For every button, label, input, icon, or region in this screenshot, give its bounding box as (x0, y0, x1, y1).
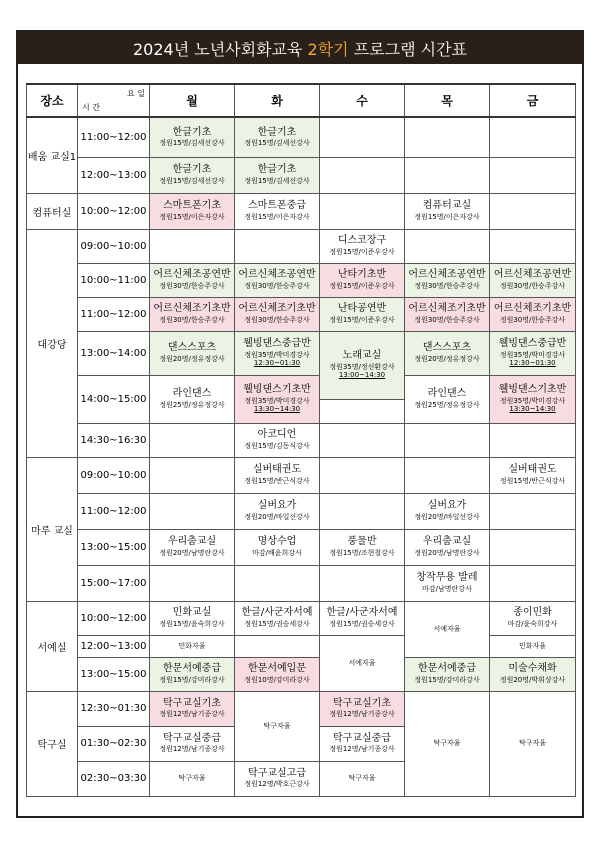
table-row (27, 565, 576, 601)
class-capacity-teacher: 정원35명/박미경강사 (499, 396, 566, 405)
table-row (27, 297, 576, 331)
time-cell: 11:00~12:00 (78, 493, 150, 529)
class-capacity-teacher: 정원30명/한승주강사 (499, 281, 566, 290)
class-name: 어르신체조기초반 (493, 303, 572, 315)
class-name: 라인댄스 (427, 388, 467, 400)
class-capacity-teacher: 정원20명/바일선강사 (244, 512, 310, 521)
class-cell (235, 297, 320, 331)
class-name: 우리춤교실 (167, 536, 217, 548)
class-capacity-teacher: 정원20명/남명란강사 (414, 548, 480, 557)
class-cell (405, 529, 490, 565)
class-name: 어르신체조공연반 (238, 269, 316, 281)
class-capacity-teacher: 정원25명/정유정강사 (414, 400, 480, 409)
empty-cell (320, 193, 405, 229)
class-time-note: 12:30~01:30 (253, 359, 301, 368)
class-capacity-teacher: 정원15명/김동식강사 (244, 441, 310, 450)
class-cell (490, 375, 576, 423)
class-cell (150, 117, 235, 157)
empty-cell (490, 117, 576, 157)
class-name: 한문서예입문 (248, 663, 306, 675)
place-cell: 컴퓨터실 (27, 193, 78, 229)
table-row (27, 157, 576, 193)
time-cell: 14:00~15:00 (78, 375, 150, 423)
class-cell (235, 193, 320, 229)
class-capacity-teacher: 정원15명/반근식강사 (244, 476, 310, 485)
class-cell (405, 691, 490, 796)
header-day-thu: 목 (405, 84, 490, 117)
class-time-note: 13:30~14:30 (253, 405, 301, 414)
timetable (26, 83, 576, 797)
table-row (27, 331, 576, 375)
header-day-wed: 수 (320, 84, 405, 117)
class-capacity-teacher: 정원30명/한승주강사 (414, 315, 480, 324)
class-time-note: 13:00~14:30 (338, 371, 386, 380)
empty-cell (405, 157, 490, 193)
class-cell (235, 423, 320, 457)
class-cell (150, 726, 235, 761)
class-capacity-teacher: 정원30명/한승주강사 (414, 281, 480, 290)
empty-cell (320, 457, 405, 493)
header-row (27, 84, 576, 117)
empty-cell (235, 635, 320, 657)
time-cell: 12:00~13:00 (78, 635, 150, 657)
time-cell: 12:00~13:00 (78, 157, 150, 193)
class-capacity-teacher: 마감/배윤희강사 (252, 548, 302, 557)
time-cell: 09:00~10:00 (78, 457, 150, 493)
header-day-mon: 월 (150, 84, 235, 117)
class-name: 댄스스포츠 (422, 342, 472, 354)
class-name: 실버요가 (257, 500, 297, 512)
class-name: 서예자율 (348, 658, 376, 667)
class-name: 민화자율 (178, 641, 206, 650)
class-capacity-teacher: 정원15명/김세선강사 (244, 139, 310, 148)
time-cell: 14:30~16:30 (78, 423, 150, 457)
empty-cell (490, 193, 576, 229)
class-cell (320, 635, 405, 691)
empty-cell (235, 565, 320, 601)
class-cell (405, 375, 490, 423)
class-name: 탁구자율 (433, 739, 461, 748)
class-name: 탁구교실기초 (333, 697, 391, 709)
class-cell (235, 601, 320, 635)
class-capacity-teacher: 마감/남명란강사 (422, 584, 472, 593)
class-capacity-teacher: 마감/윤숙희강사 (507, 619, 558, 628)
class-cell (405, 493, 490, 529)
class-cell (405, 193, 490, 229)
table-row (27, 117, 576, 157)
class-capacity-teacher: 정원30명/한승주강사 (499, 315, 566, 324)
class-name: 종이민화 (513, 607, 552, 619)
class-cell (150, 657, 235, 691)
empty-cell (405, 423, 490, 457)
class-name: 댄스스포츠 (167, 342, 217, 354)
class-capacity-teacher: 정원25명/정유정강사 (159, 400, 225, 409)
time-cell: 09:00~10:00 (78, 229, 150, 263)
class-name: 한문서예중급 (163, 663, 221, 675)
empty-cell (150, 457, 235, 493)
class-cell (235, 375, 320, 423)
time-cell: 10:00~12:00 (78, 193, 150, 229)
class-cell (320, 529, 405, 565)
class-cell (320, 297, 405, 331)
class-name: 한글/사군자서예 (326, 607, 398, 619)
class-capacity-teacher: 정원15명/이은자강사 (414, 212, 480, 221)
class-cell (150, 691, 235, 726)
class-cell (490, 263, 576, 297)
class-name: 어르신체조기초반 (238, 303, 316, 315)
empty-cell (320, 157, 405, 193)
table-row (27, 457, 576, 493)
class-cell (405, 657, 490, 691)
class-capacity-teacher: 정원35명/정선환강사 (329, 362, 395, 371)
table-row (27, 263, 576, 297)
header-day-time: 요 일 시 간 (78, 84, 150, 117)
empty-cell (235, 229, 320, 263)
class-cell (235, 529, 320, 565)
table-row (27, 423, 576, 457)
class-name: 한글기초 (257, 164, 297, 176)
class-name: 웰빙댄스기초반 (243, 384, 311, 395)
class-capacity-teacher: 정원15명/강미라강사 (159, 675, 225, 684)
class-name: 우리춤교실 (422, 536, 472, 548)
class-capacity-teacher: 정원15명/윤숙희강사 (159, 619, 225, 628)
time-cell: 02:30~03:30 (78, 761, 150, 796)
table-row (27, 657, 576, 691)
empty-cell (320, 117, 405, 157)
header-place: 장소 (27, 84, 78, 117)
time-cell: 13:00~15:00 (78, 529, 150, 565)
class-name: 실버태권도 (252, 464, 302, 476)
class-capacity-teacher: 정원10명/강미라강사 (244, 675, 310, 684)
class-name: 어르신체조공연반 (153, 269, 231, 281)
class-name: 한글기초 (257, 126, 297, 138)
class-name: 탁구자율 (263, 721, 291, 730)
place-cell: 서예실 (27, 601, 78, 691)
class-name: 스마트폰기초 (163, 200, 221, 212)
class-cell (490, 657, 576, 691)
class-capacity-teacher: 정원15명/강미라강사 (414, 675, 480, 684)
class-name: 민화교실 (172, 607, 212, 619)
class-cell (150, 157, 235, 193)
class-cell (235, 331, 320, 375)
class-capacity-teacher: 정원15명/이은자강사 (159, 212, 225, 221)
class-cell (235, 691, 320, 761)
class-name: 한글/사군자서예 (241, 607, 313, 619)
semester-highlight: 2학기 (307, 39, 349, 59)
class-cell (320, 229, 405, 263)
class-capacity-teacher: 정원12명/남기종강사 (159, 710, 225, 719)
table-row (27, 229, 576, 263)
header-day-fri: 금 (490, 84, 576, 117)
class-name: 실버요가 (427, 500, 467, 512)
class-name: 탁구자율 (518, 739, 547, 748)
class-capacity-teacher: 정원20명/박휘상강사 (499, 675, 566, 684)
class-capacity-teacher: 정원15명/조현철강사 (329, 548, 395, 557)
empty-cell (405, 229, 490, 263)
table-row (27, 193, 576, 229)
class-name: 탁구자율 (178, 774, 206, 783)
class-name: 어르신체조공연반 (493, 269, 572, 281)
class-cell (150, 601, 235, 635)
table-row (27, 493, 576, 529)
class-cell (235, 263, 320, 297)
class-capacity-teacher: 정원35명/박미경강사 (244, 350, 310, 359)
empty-cell (150, 565, 235, 601)
page-title: 2024년 노년사회화교육 2학기 프로그램 시간표 (18, 32, 582, 64)
empty-cell (405, 117, 490, 157)
class-name: 어르신체조기초반 (153, 303, 231, 315)
class-capacity-teacher: 정원35명/박미경강사 (244, 396, 310, 405)
class-cell (150, 193, 235, 229)
class-name: 어르신체조기초반 (408, 303, 486, 315)
class-time-note: 13:30~14:30 (509, 405, 556, 414)
class-name: 디스코장구 (337, 235, 387, 247)
class-cell (235, 117, 320, 157)
empty-cell (405, 457, 490, 493)
class-capacity-teacher: 정원15명/이준우강사 (329, 315, 395, 324)
table-row (27, 601, 576, 635)
class-name: 스마트폰중급 (248, 200, 306, 212)
class-cell (150, 375, 235, 423)
class-capacity-teacher: 정원30명/한승주강사 (159, 281, 225, 290)
class-capacity-teacher: 정원15명/이은자강사 (244, 212, 310, 221)
time-cell: 13:00~14:00 (78, 331, 150, 375)
class-cell (150, 263, 235, 297)
class-capacity-teacher: 정원12명/남기종강사 (329, 710, 395, 719)
empty-cell (320, 493, 405, 529)
class-cell (405, 297, 490, 331)
table-row (27, 691, 576, 726)
class-capacity-teacher: 정원15명/김세선강사 (159, 139, 225, 148)
class-cell (490, 331, 576, 375)
empty-cell (490, 565, 576, 601)
empty-cell (320, 565, 405, 601)
class-cell (490, 635, 576, 657)
class-cell (490, 601, 576, 635)
time-cell: 01:30~02:30 (78, 726, 150, 761)
class-capacity-teacher: 정원15명/김세선강사 (159, 176, 225, 185)
class-capacity-teacher: 정원15명/권승세강사 (244, 619, 310, 628)
class-name: 탁구교실중급 (333, 732, 391, 744)
class-capacity-teacher: 정원12명/박호근강사 (244, 780, 310, 789)
class-name: 난타공연반 (337, 303, 387, 315)
class-name: 탁구교실기초 (163, 697, 221, 709)
class-capacity-teacher: 정원20명/바일선강사 (414, 512, 480, 521)
class-cell (235, 457, 320, 493)
class-cell (320, 263, 405, 297)
class-capacity-teacher: 정원35명/박미경강사 (499, 350, 566, 359)
class-cell (405, 565, 490, 601)
class-cell (320, 691, 405, 726)
class-capacity-teacher: 정원15명/반근식강사 (499, 476, 566, 485)
table-row (27, 375, 576, 399)
class-capacity-teacher: 정원15명/이준우강사 (329, 247, 395, 256)
class-name: 탁구교실고급 (248, 767, 306, 779)
class-cell (150, 331, 235, 375)
class-capacity-teacher: 정원12명/남기종강사 (159, 745, 225, 754)
class-cell (490, 297, 576, 331)
table-row (27, 635, 576, 657)
class-name: 라인댄스 (172, 388, 212, 400)
class-time-note: 12:30~01:30 (509, 359, 556, 368)
class-cell (150, 529, 235, 565)
class-name: 창작무용 발레 (416, 572, 478, 584)
place-cell: 배움 교실1 (27, 117, 78, 193)
class-name: 웰빙댄스중급반 (243, 338, 311, 349)
time-cell: 13:00~15:00 (78, 657, 150, 691)
table-row (27, 529, 576, 565)
empty-cell (320, 423, 405, 457)
class-name: 난타기초반 (337, 269, 387, 281)
place-cell: 탁구실 (27, 691, 78, 796)
class-name: 한문서예중급 (418, 663, 476, 675)
class-cell (150, 297, 235, 331)
time-cell: 12:30~01:30 (78, 691, 150, 726)
class-capacity-teacher: 정원30명/한승주강사 (159, 315, 225, 324)
class-cell (235, 157, 320, 193)
class-name: 실버태권도 (508, 464, 557, 476)
place-cell: 대강당 (27, 229, 78, 457)
class-cell (320, 761, 405, 796)
class-name: 민화자율 (518, 641, 547, 650)
class-cell (490, 691, 576, 796)
class-capacity-teacher: 정원12명/남기종강사 (329, 745, 395, 754)
class-name: 풍물반 (347, 536, 377, 548)
class-capacity-teacher: 정원30명/한승주강사 (244, 315, 310, 324)
class-cell (405, 601, 490, 657)
empty-cell (490, 493, 576, 529)
empty-cell (490, 229, 576, 263)
class-name: 미술수채화 (508, 663, 557, 675)
time-cell: 15:00~17:00 (78, 565, 150, 601)
time-cell: 11:00~12:00 (78, 297, 150, 331)
class-name: 어르신체조공연반 (408, 269, 486, 281)
place-cell: 마루 교실 (27, 457, 78, 601)
class-cell (150, 761, 235, 796)
time-cell: 10:00~11:00 (78, 263, 150, 297)
time-cell: 10:00~12:00 (78, 601, 150, 635)
class-capacity-teacher: 정원30명/한승주강사 (244, 281, 310, 290)
class-capacity-teacher: 정원15명/권승세강사 (329, 619, 395, 628)
class-cell (490, 457, 576, 493)
class-name: 노래교실 (342, 350, 382, 361)
class-capacity-teacher: 정원20명/남명란강사 (159, 548, 225, 557)
class-name: 명상수업 (257, 536, 297, 548)
class-cell (320, 726, 405, 761)
class-name: 탁구자율 (348, 774, 376, 783)
class-name: 서예자율 (433, 624, 461, 633)
time-cell: 11:00~12:00 (78, 117, 150, 157)
class-name: 컴퓨터교실 (422, 200, 472, 212)
class-name: 웰빙댄스중급반 (498, 338, 567, 349)
empty-cell (490, 529, 576, 565)
empty-cell (490, 157, 576, 193)
empty-cell (150, 229, 235, 263)
class-cell (235, 493, 320, 529)
class-name: 웰빙댄스기초반 (498, 384, 567, 395)
empty-cell (490, 423, 576, 457)
class-capacity-teacher: 정원20명/정유정강사 (414, 354, 480, 363)
empty-cell (150, 423, 235, 457)
class-cell (320, 601, 405, 635)
class-cell (235, 657, 320, 691)
class-cell (405, 331, 490, 375)
class-name: 한글기초 (172, 126, 212, 138)
class-name: 아코디언 (257, 429, 297, 441)
empty-cell (150, 493, 235, 529)
class-name: 한글기초 (172, 164, 212, 176)
class-name: 탁구교실중급 (163, 732, 221, 744)
header-day-tue: 화 (235, 84, 320, 117)
class-cell (320, 331, 405, 399)
class-capacity-teacher: 정원20명/정유정강사 (159, 354, 225, 363)
class-capacity-teacher: 정원15명/이준우강사 (329, 281, 395, 290)
class-capacity-teacher: 정원15명/김세선강사 (244, 176, 310, 185)
class-cell (405, 263, 490, 297)
class-cell (235, 761, 320, 796)
empty-cell (320, 399, 405, 423)
class-cell (150, 635, 235, 657)
